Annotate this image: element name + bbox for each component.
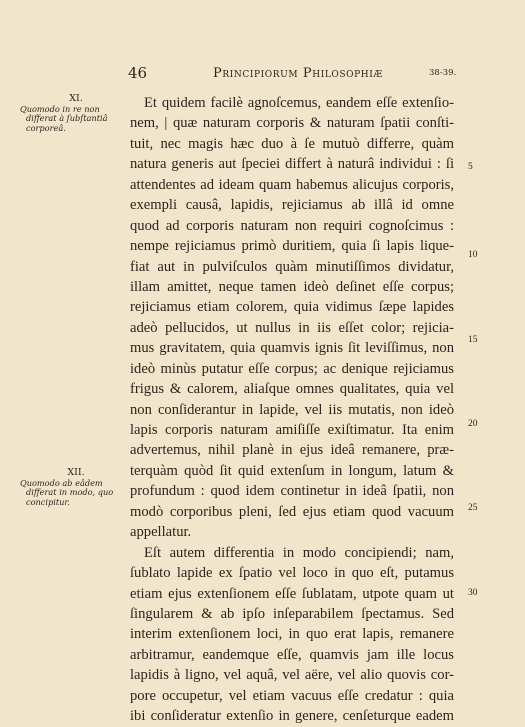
text-line: tuit, nec magis hæc duo à ſe mutuò differre, quàm	[130, 135, 454, 152]
text-line: terquàm quòd ſit quid extenſum in longum, latum &	[130, 462, 454, 479]
body-text	[130, 93, 454, 727]
text-line: fiat aut in pulviſculos quàm minutiſſimos dividatur,	[130, 258, 454, 275]
text-line: etiam ejus extenſionem eſſe ſublatam, utpote quam ut	[130, 585, 454, 602]
text-line: ſublato lapide ex ſpatio vel loco in quo eſt, putamus	[130, 565, 454, 582]
text-line: frigus & calorem, aliaſque omnes qualitates, quia vel	[130, 381, 454, 398]
text-line: Et quidem facilè agnoſcemus, eandem eſſe extenſio-	[144, 95, 454, 111]
side-note-number: XI.	[69, 93, 83, 104]
text-line: nempe rejiciamus primò duritiem, quia ſi lapis lique-	[130, 238, 454, 255]
text-line: adeò pellucidos, ut nullus in iis eſſet color; rejicia-	[130, 319, 454, 336]
text-line: illam amittet, neque tamen ideò deſinet eſſe corpus;	[130, 278, 454, 295]
text-line: non conſiderantur in lapide, vel iis mutatis, non ideò	[130, 401, 454, 418]
text-line: nem, | quæ naturam corporis & naturam ſpatii conſti-	[130, 115, 454, 132]
side-note-number: XII.	[67, 467, 85, 478]
side-note-xii	[16, 468, 124, 507]
text-line: quod ad corporis naturam non requiri cognoſcimus :	[130, 217, 454, 234]
line-number: 15	[468, 335, 478, 345]
text-line: exempli causâ, lapidis, rejiciamus ab illâ id omne	[130, 197, 454, 214]
line-number: 10	[468, 250, 478, 260]
line-number: 25	[468, 503, 478, 513]
text-line: appellatur.	[130, 524, 192, 541]
page-number: 46	[128, 64, 148, 82]
text-line: arbitramur, eandemque eſſe, quamvis jam ille locus	[130, 646, 454, 663]
text-line: profundum : quod idem continetur in ideâ ſpatii, non	[130, 483, 454, 500]
text-line: Eſt autem differentia in modo concipiendi; nam,	[144, 544, 454, 561]
text-line: pore occupetur, vel etiam vacuus eſſe credatur : quia	[130, 687, 454, 704]
running-title: Principiorum Philosophiæ	[213, 66, 384, 81]
text-line: modò corporibus pleni, ſed ejus etiam quod vacuum	[130, 503, 454, 520]
section-reference: 38-39.	[429, 68, 457, 78]
text-line: ſingularem & ab ipſo inſeparabilem ſpectamus. Sed	[130, 605, 454, 622]
side-note-text: Quomodo in re non differat à ſubſtantiâ corporeâ.	[20, 103, 108, 133]
text-line: lapidis à ligno, vel aquâ, vel aëre, vel alio quovis cor-	[130, 667, 454, 684]
text-line: lapis corporis naturam amiſiſſe exiſtimatur. Ita enim	[130, 422, 454, 438]
line-number: 20	[468, 419, 478, 429]
side-note-xi	[16, 94, 124, 133]
side-note-text: Quomodo ab eâdem differat in modo, quo concipitur.	[20, 477, 114, 507]
text-line: attendentes ad ideam quam habemus alicujus corporis,	[130, 176, 454, 193]
text-line: mus gravitatem, quia quamvis ignis ſit leviſſimus, non	[130, 340, 454, 357]
text-line: ideò minùs putatur eſſe corpus; ac denique rejiciamus	[130, 360, 454, 377]
page-header	[0, 64, 525, 84]
text-line: ibi conſideratur extenſio in genere, cenſeturque eadem	[130, 708, 454, 725]
text-line: advertemus, nihil planè in ejus ideâ remanere, præ-	[130, 442, 454, 459]
line-number: 30	[468, 588, 478, 598]
text-line: natura generis aut ſpeciei differt à naturâ individui : ſi	[130, 156, 454, 173]
text-line: rejiciamus etiam colorem, quia vidimus ſæpe lapides	[130, 299, 454, 316]
line-number: 5	[468, 162, 473, 172]
text-line: interim extenſionem loci, in quo erat lapis, remanere	[130, 626, 454, 643]
